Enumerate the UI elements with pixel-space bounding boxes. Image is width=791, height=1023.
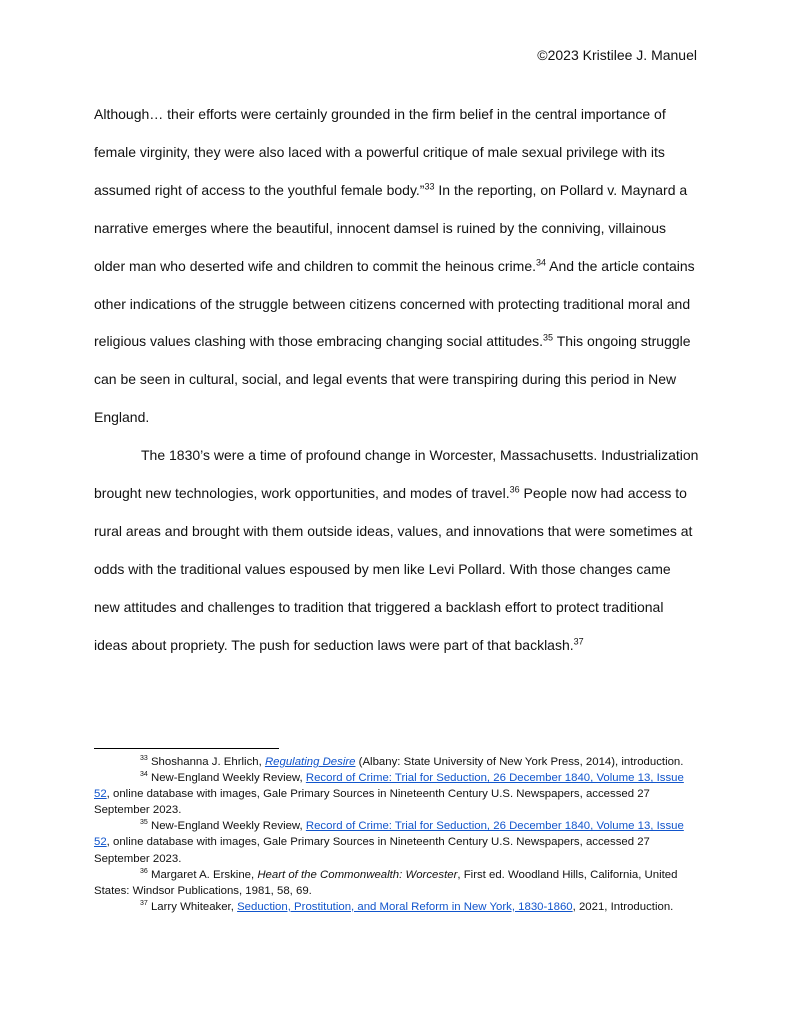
footnote-link[interactable]: Seduction, Prostitution, and Moral Reform in New York, 1830-1860 — [237, 900, 573, 913]
footnote-36: $^{36}$ Margaret A. Erskine, Heart of the Commonwealth: Worcester, First ed. Woodland Hills, California, United States: Windsor Publications, 1981, 58, 69. — [94, 867, 678, 897]
paragraph-1: Although… their efforts were certainly grounded in the firm belief in the central importance of female virginity, they were also laced with a powerful critique of male sexual privilege with its assumed right of access to the youthful female body.”$^{33}$ In the reporting, on Pollard v. Maynard a narrative emerges where the beautiful, innocent damsel is ruined by the conniving, villainous older man who deserted wife and children to commit the heinous crime.$^{34}$ And the article contains other indications of the struggle between citizens concerned with protecting traditional moral and religious values clashing with those embracing changing social attitudes.$^{35}$ This ongoing struggle can be seen in cultural, social, and legal events that were transpiring during this period in New England. — [94, 106, 695, 426]
footnote-separator — [94, 748, 279, 749]
paragraph-2: The 1830’s were a time of profound change in Worcester, Massachusetts. Industrialization brought new technologies, work opportunities, and modes of travel.$^{36}$ People now had access to rural areas and brought with them outside ideas, values, and innovations that were sometimes at odds with the traditional values espoused by men like Levi Pollard. With those changes came new attitudes and challenges to tradition that triggered a backlash effort to protect traditional ideas about propriety. The push for seduction laws were part of that backlash.$^{37}$ — [94, 447, 699, 653]
book-title: Heart of the Commonwealth: Worcester — [257, 868, 458, 881]
footnote-link[interactable]: Record of Crime: Trial for Seduction, 26 December 1840, Volume 13, Issue 52 — [94, 772, 684, 801]
footnotes — [94, 754, 700, 915]
footnote-ref-37[interactable]: 37 — [573, 636, 584, 647]
footnote-link[interactable]: Regulating Desire — [264, 756, 356, 768]
footnote-ref-35[interactable]: 35 — [543, 332, 554, 343]
footnote-33: $^{33}$ Shoshanna J. Ehrlich, Regulating Desire (Albany: State University of New York Press, 2014), introduction. — [140, 755, 684, 768]
footnote-ref-33[interactable]: 33 — [424, 181, 435, 192]
footnote-37: $^{37}$ Larry Whiteaker, Seduction, Prostitution, and Moral Reform in New York, 1830-1860, 2021, Introduction. — [140, 900, 674, 913]
body-text — [94, 96, 700, 665]
footnote-34: $^{34}$ New-England Weekly Review, Record of Crime: Trial for Seduction, 26 December 1840, Volume 13, Issue 52, online database with images, Gale Primary Sources in Nineteenth Century U.S. Newspapers, accessed 27 September 2023. — [94, 771, 684, 817]
footnote-link[interactable]: Record of Crime: Trial for Seduction, 26 December 1840, Volume 13, Issue 52 — [94, 820, 684, 849]
footnote-35: $^{35}$ New-England Weekly Review, Record of Crime: Trial for Seduction, 26 December 1840, Volume 13, Issue 52, online database with images, Gale Primary Sources in Nineteenth Century U.S. Newspapers, accessed 27 September 2023. — [94, 819, 684, 865]
footnote-ref-36[interactable]: 36 — [509, 484, 520, 495]
copyright-header: ©2023 Kristilee J. Manuel — [537, 47, 697, 63]
footnote-ref-34[interactable]: 34 — [536, 256, 547, 267]
